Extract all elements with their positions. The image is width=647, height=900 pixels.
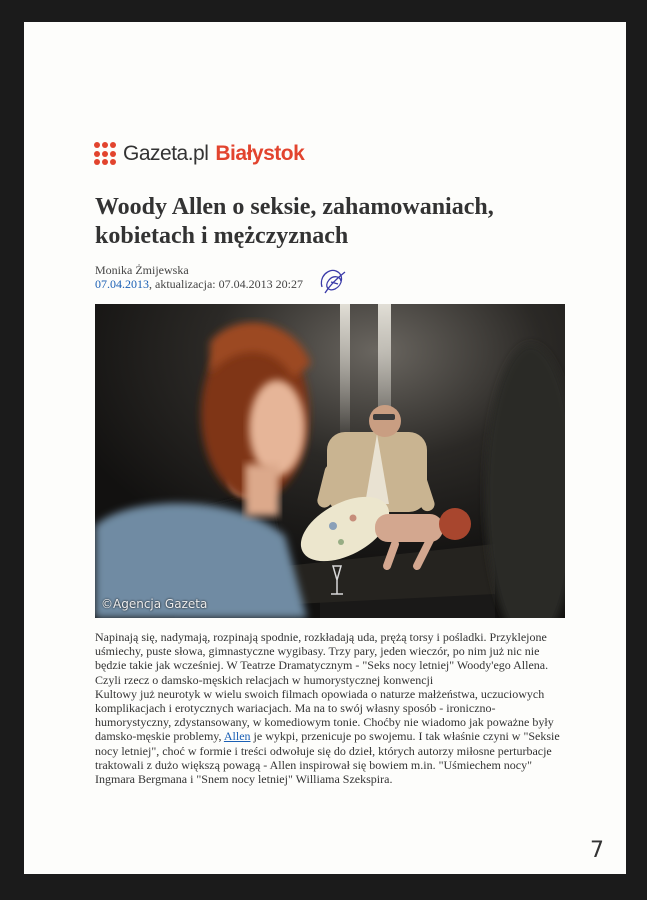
paragraph-2 (95, 687, 565, 786)
gazeta-dots-icon (94, 142, 118, 166)
updated-date: , aktualizacja: 07.04.2013 20:27 (149, 277, 303, 291)
handwritten-signature-icon (316, 263, 350, 297)
published-date-link[interactable]: 07.04.2013 (95, 277, 149, 291)
author-name: Monika Żmijewska (95, 263, 189, 277)
paragraph-2-text-a: Kultowy już neurotyk w wielu swoich filmach opowiada o naturze małżeństwa, uczuciowych komplikacjach i erotycznych wariacjach. Ma na to swój własny sposób - ironiczno-humorystyczny, zdystansowany, w komediowym tonie. Choćby nie wiadomo jak poważne były damsko-męskie problemy, (95, 686, 554, 744)
allen-link[interactable]: Allen (223, 729, 251, 744)
article-title: Woody Allen o seksie, zahamowaniach, kobietach i mężczyznach (95, 194, 494, 249)
article-photo[interactable] (95, 304, 565, 618)
paragraph-2-text-b: je wykpi, przenicuje po swojemu. I tak właśnie czyni w "Seksie nocy letniej", choć w formie i treści odwołuje się do dzieł, których autorzy miłosne perturbacje traktowali z dużo większą powagą - Allen inspirował się bowiem m.in. "Uśmiechem nocy" Ingmara Bergmana i "Snem nocy letniej" Williama Szekspira. (95, 729, 560, 787)
byline (95, 263, 303, 291)
article-body (95, 630, 565, 786)
brand-name: Gazeta.pl (123, 142, 209, 165)
gazeta-logo[interactable] (94, 139, 304, 169)
brand-city: Białystok (215, 142, 305, 165)
date-line (95, 277, 303, 291)
paragraph-1: Napinają się, nadymają, rozpinają spodnie, rozkładają uda, prężą torsy i pośladki. Przyklejone uśmiechy, puste słowa, gimnastyczne wygibasy. Trzy pary, jeden wieczór, po nim już nic nie będzie takie jak wcześniej. W Teatrze Dramatycznym - "Seks nocy letniej" Woody'ego Allena. Czyli rzecz o damsko-męskich relacjach w humorystycznej konwencji (95, 630, 549, 687)
stage-photo-icon (95, 304, 565, 618)
photo-credit: ©Agencja Gazeta (101, 597, 208, 611)
handwritten-page-number: 7 (590, 838, 604, 863)
